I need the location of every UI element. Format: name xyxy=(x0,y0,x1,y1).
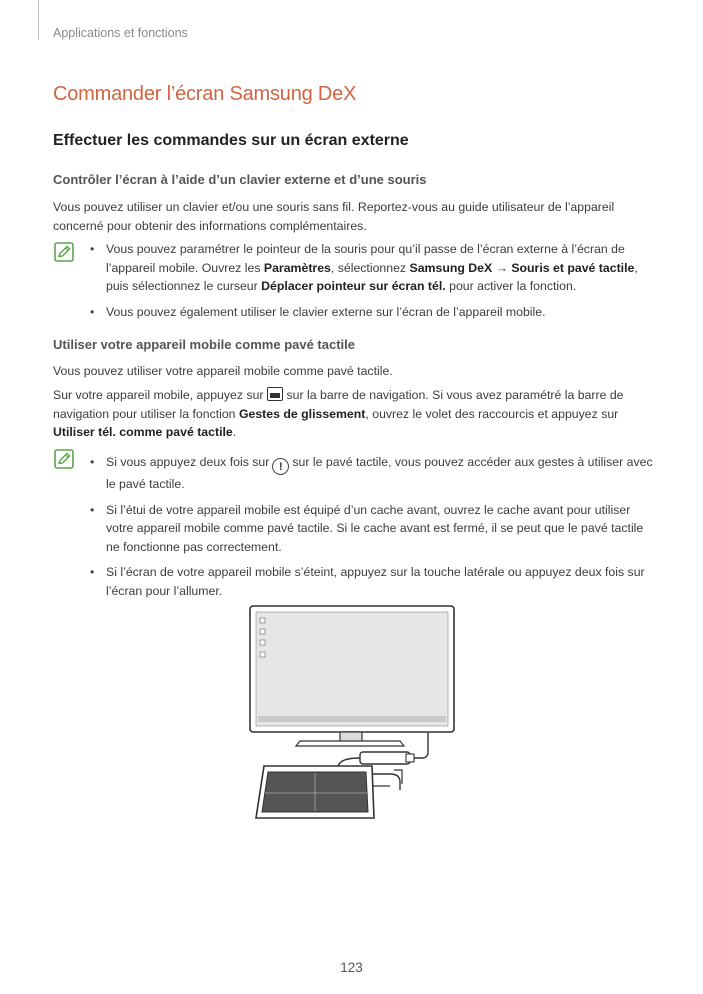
exclamation-icon: ! xyxy=(272,458,289,475)
note-list-1 xyxy=(88,240,658,328)
list-item: • Vous pouvez également utiliser le clavier externe sur l’écran de l’appareil mobile. xyxy=(88,303,658,322)
dex-touchpad-illustration xyxy=(240,600,470,830)
paragraph-keyboard-mouse: Vous pouvez utiliser un clavier et/ou une souris sans fil. Reportez-vous au guide utilisateur de l’appareil concerné pour obtenir des informations complémentaires. xyxy=(53,200,615,233)
list-item: • Vous pouvez paramétrer le pointeur de la souris pour qu’il passe de l’écran externe à l’écran de l’appareil mobile. Ouvrez les Paramètres, sélectionnez Samsung DeX → Souris et pavé tactile, puis sélectionnez le curseur Déplacer pointeur sur écran tél. pour activer la fonction. xyxy=(88,240,658,296)
page-number: 123 xyxy=(340,960,363,975)
list-item: • Si l’écran de votre appareil mobile s’éteint, appuyez sur la touche latérale ou appuyez deux fois sur l’écran pour l’allumer. xyxy=(88,563,658,600)
note-list-2 xyxy=(88,453,658,607)
page-title: Commander l’écran Samsung DeX xyxy=(53,83,357,105)
header-divider xyxy=(38,0,39,40)
paragraph-touchpad-intro: Vous pouvez utiliser votre appareil mobile comme pavé tactile. xyxy=(53,364,393,378)
paragraph-touchpad-instructions: Sur votre appareil mobile, appuyez sur sur la barre de navigation. Si vous avez paramétré la barre de navigation pour utiliser la fonction Gestes de glissement, ouvrez le volet des raccourcis et appuyez sur Utiliser tél. comme pavé tactile. xyxy=(53,388,624,439)
subheading-keyboard-mouse: Contrôler l’écran à l’aide d’un clavier externe et d’une souris xyxy=(53,172,427,187)
note-icon xyxy=(54,449,74,469)
section-heading: Effectuer les commandes sur un écran externe xyxy=(53,132,409,149)
list-item: • Si vous appuyez deux fois sur ! sur le pavé tactile, vous pouvez accéder aux gestes à utiliser avec le pavé tactile. xyxy=(88,453,658,494)
note-icon xyxy=(54,242,74,262)
subheading-touchpad: Utiliser votre appareil mobile comme pavé tactile xyxy=(53,337,356,352)
list-item: • Si l’étui de votre appareil mobile est équipé d’un cache avant, ouvrez le cache avant pour utiliser votre appareil mobile comme pavé tactile. Si le cache avant est fermé, il se peut que le pavé tactile ne fonctionne pas correctement. xyxy=(88,501,658,557)
touchpad-nav-icon xyxy=(267,387,283,401)
running-header: Applications et fonctions xyxy=(53,26,188,40)
